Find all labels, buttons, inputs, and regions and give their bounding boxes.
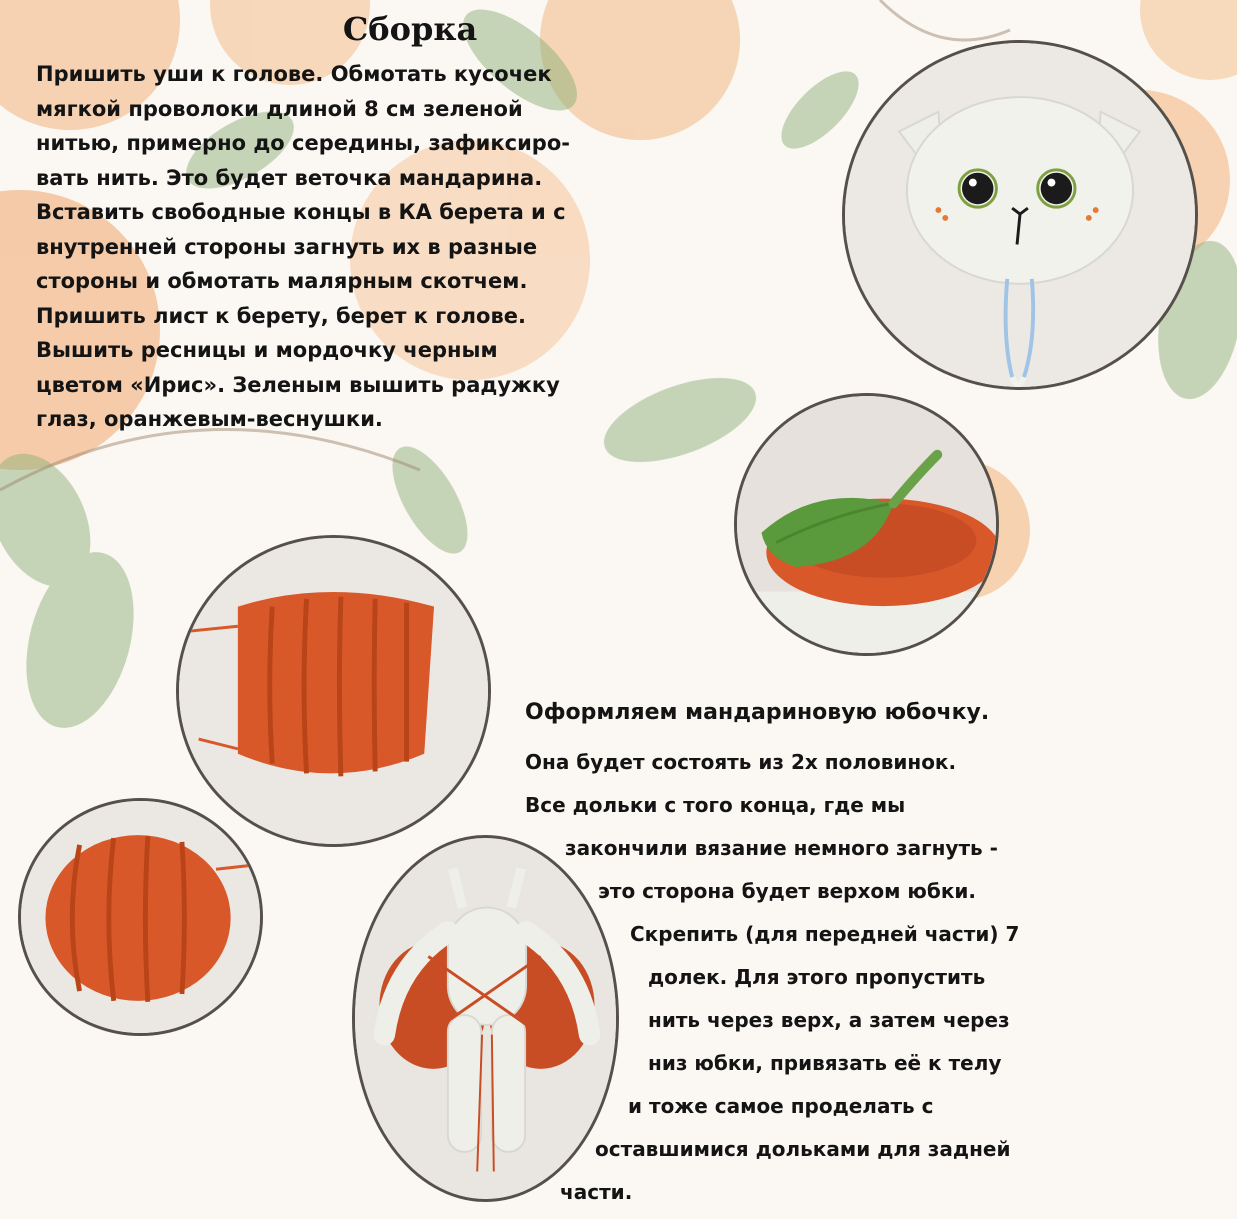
doll-body-skirt-photo xyxy=(352,835,619,1202)
skirt-line: низ юбки, привязать её к телу xyxy=(648,1051,1002,1075)
skirt-line: Все дольки с того конца, где мы xyxy=(525,793,906,817)
skirt-line: Она будет состоять из 2х половинок. xyxy=(525,750,957,774)
skirt-half-illustration xyxy=(179,538,488,844)
skirt-line: долек. Для этого пропустить xyxy=(648,965,986,989)
instruction-line: внутренней стороны загнуть их в разные xyxy=(36,234,538,259)
instruction-line: глаз, оранжевым-веснушки. xyxy=(36,407,383,431)
skirt-slices-photo xyxy=(18,798,263,1036)
instruction-line: Пришить уши к голове. Обмотать кусочек xyxy=(36,62,552,86)
skirt-line: это сторона будет верхом юбки. xyxy=(598,879,977,903)
cat-head-illustration xyxy=(845,43,1195,387)
instruction-line: Пришить лист к берету, берет к голове. xyxy=(36,303,526,328)
cat-head-photo xyxy=(842,40,1198,390)
skirt-line: части. xyxy=(560,1180,633,1204)
instruction-line: цветом «Ирис». Зеленым вышить радужку xyxy=(36,372,560,397)
skirt-heading: Оформляем мандариновую юбочку. xyxy=(525,700,990,725)
instruction-line: Вышить ресницы и мордочку черным xyxy=(36,338,498,362)
page-title: Сборка xyxy=(342,10,478,48)
skirt-line: оставшимися дольками для задней xyxy=(595,1137,1011,1161)
assembly-instructions xyxy=(36,57,570,437)
leaf-beret-illustration xyxy=(737,396,996,653)
skirt-slices-illustration xyxy=(21,801,260,1033)
instruction-line: стороны и обмотать малярным скотчем. xyxy=(36,269,528,293)
instruction-line: нитью, примерно до середины, зафиксиро- xyxy=(36,131,570,155)
instruction-line: мягкой проволоки длиной 8 см зеленой xyxy=(36,96,523,121)
skirt-line: Скрепить (для передней части) 7 xyxy=(630,922,1020,946)
instruction-line: вать нить. Это будет веточка мандарина. xyxy=(36,165,543,190)
skirt-line: и тоже самое проделать с xyxy=(628,1094,934,1118)
skirt-line: закончили вязание немного загнуть - xyxy=(565,836,998,860)
skirt-half-photo xyxy=(176,535,491,847)
instruction-line: Вставить свободные концы в КА берета и с xyxy=(36,200,566,224)
leaf-beret-photo xyxy=(734,393,999,656)
skirt-line: нить через верх, а затем через xyxy=(648,1008,1010,1032)
doll-body-illustration xyxy=(355,838,616,1199)
